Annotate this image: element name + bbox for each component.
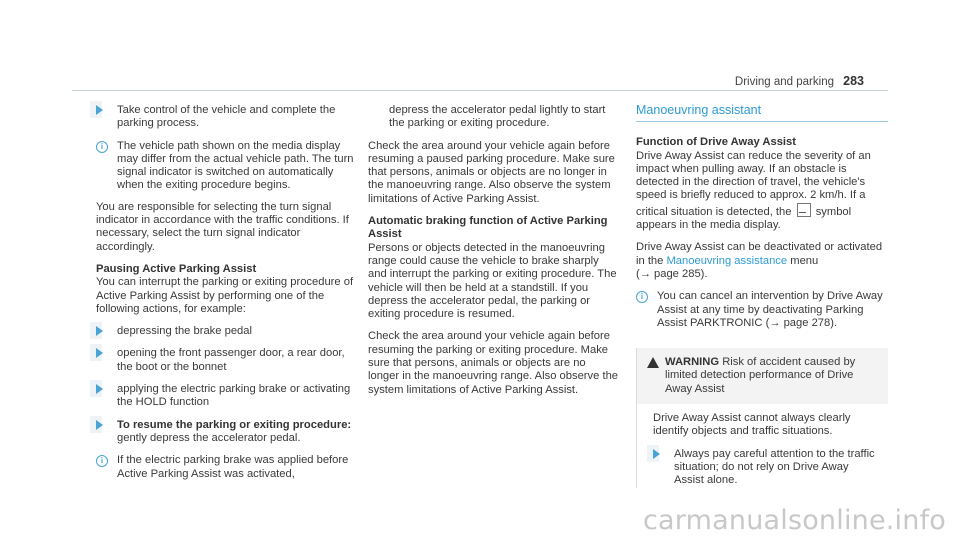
header-section-title: Driving and parking — [734, 76, 834, 88]
info-icon: i — [96, 455, 108, 467]
warning-triangle-icon — [647, 357, 659, 368]
arrow-right-icon — [96, 420, 103, 430]
paragraph: Persons or objects detected in the manoeuvring range could cause the vehicle to brake sharply and interrupt the parking or exiting procedure. The vehicle will then be held at a standstill. If you depress the accelerator pedal, the parking or exiting procedure is resumed. — [368, 241, 617, 321]
column-left — [96, 104, 358, 489]
warning-text: Risk of accident caused by limited detection performance of Drive Away Assist — [665, 356, 856, 395]
list-item: Take control of the vehicle and complete the parking process. — [96, 104, 358, 131]
arrow-right-icon — [96, 384, 103, 394]
header-divider — [72, 90, 888, 91]
note: i The vehicle path shown on the media display may differ from the actual vehicle path. The turn signal indicator is switched on automatically when the exiting procedure begins. — [96, 140, 358, 193]
warning-header — [637, 348, 888, 404]
column-right — [636, 104, 888, 497]
subheading-function: Function of Drive Away Assist — [636, 136, 796, 149]
page-header — [0, 60, 960, 90]
paragraph: depress the accelerator pedal lightly to start the parking or exiting procedure. — [389, 104, 606, 130]
arrow-right-icon — [96, 326, 103, 336]
paragraph: Check the area around your vehicle again before resuming a paused parking procedure. Make sure that persons, animals or objects are no longer in the manoeuvring range. Also observe the system limitations of Active Parking Assist. — [368, 139, 615, 205]
warning-body: Drive Away Assist cannot always clearly identify objects and traffic situations. Always pay careful attention to the traffic situation; do not rely on Drive Away Assist alone. — [637, 404, 888, 487]
list-item: depressing the brake pedal — [96, 325, 358, 338]
list-item: applying the electric parking brake or activating the HOLD function — [96, 383, 358, 410]
arrow-right-icon — [653, 449, 660, 459]
subheading-pausing: Pausing Active Parking Assist — [96, 262, 257, 275]
warning-label: WARNING — [665, 356, 720, 369]
list-item: opening the front passenger door, a rear door, the boot or the bonnet — [96, 347, 358, 374]
note: i If the electric parking brake was applied before Active Parking Assist was activated, — [96, 454, 358, 481]
info-icon: i — [96, 141, 108, 153]
paragraph: Drive Away Assist can be deactivated or activated in the Manoeuvring assistance menu (→ page 285). — [636, 241, 883, 280]
arrow-right-icon — [96, 105, 103, 115]
list-item: Always pay careful attention to the traffic situation; do not rely on Drive Away Assist alone. — [653, 448, 880, 488]
subheading-automatic-braking: Automatic braking function of Active Parking Assist — [368, 215, 608, 241]
paragraph: You are responsible for selecting the turn signal indicator in accordance with the traffic conditions. If necessary, select the turn signal indicator accordingly. — [96, 200, 349, 253]
watermark: carmanualsonline.info — [643, 504, 946, 536]
note: i You can cancel an intervention by Drive Away Assist at any time by deactivating Parking Assist PARKTRONIC (→ page 278). — [636, 290, 888, 330]
vehicle-warning-icon — [797, 203, 811, 217]
list-item: To resume the parking or exiting procedure: gently depress the accelerator pedal. — [96, 419, 358, 446]
paragraph: Drive Away Assist can reduce the severity of an impact when pulling away. If an obstacle is detected in the direction of travel, the vehicle's speed is briefly reduced to approx. 2 km/h. If a critical situation is detected, the symbol appears in the media display. — [636, 149, 871, 232]
page-reference[interactable]: (→ page 285). — [636, 267, 708, 280]
paragraph: Check the area around your vehicle again before resuming the parking or exiting procedure. Make sure that persons, animals or objects are no longer in the manoeuvring range. Also observe the system limitations of Active Parking Assist. — [368, 330, 619, 396]
section-title: Manoeuvring assistant — [636, 104, 888, 122]
paragraph: You can interrupt the parking or exiting procedure of Active Parking Assist by performing one of the following actions, for example: — [96, 276, 354, 315]
info-icon: i — [636, 291, 648, 303]
arrow-right-icon — [96, 348, 103, 358]
manoeuvring-assistance-link[interactable]: Manoeuvring assistance — [666, 254, 788, 267]
column-middle — [368, 104, 618, 406]
warning-box — [636, 348, 888, 487]
page-number: 283 — [843, 74, 864, 88]
